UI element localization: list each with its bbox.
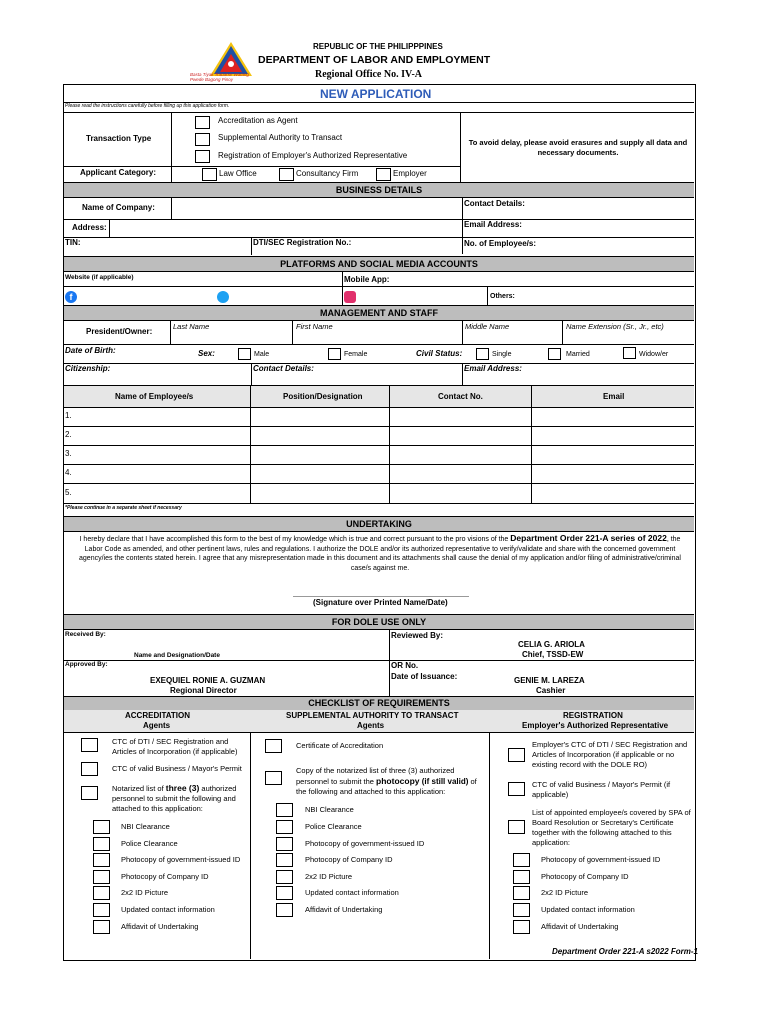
republic-label: REPUBLIC OF THE PHILIPPPINES <box>313 42 443 51</box>
checkbox-req[interactable] <box>93 903 110 917</box>
checkbox-req[interactable] <box>81 786 98 800</box>
undertaking-text: I hereby declare that I have accomplished this form to the best of my knowledge which is true and correct pursuant to the pro visions of the Department Order 221-A series of 2022, the Labor Code as amended, and other pertinent laws, rules and regulations. I authorize the DOLE and/or its authorized representative to verify/validate and share with the concerned government agency/ies the contents stated herein. I agree that any misrepresentation made in this document and its attachments shall cause the denial of my application and/or filing of administrative/criminal case/s against me. <box>79 533 681 572</box>
or-number-label: OR No. <box>391 661 419 670</box>
mgmt-contact-label: Contact Details: <box>253 364 314 373</box>
president-label: President/Owner: <box>86 327 153 336</box>
department-title: DEPARTMENT OF LABOR AND EMPLOYMENT <box>258 54 491 66</box>
checkbox-widow[interactable] <box>623 347 636 359</box>
approved-by-label: Approved By: <box>65 661 108 668</box>
logo-motto: Basta Tiyak Trabaho! Walang Pwede Bagong Pinoy <box>190 72 249 82</box>
email-label: Email Address: <box>464 220 522 229</box>
checkbox-female[interactable] <box>328 348 341 360</box>
issuance-date-label: Date of Issuance: <box>391 672 458 681</box>
checkbox-req[interactable] <box>93 820 110 834</box>
widow-label: Widow/er <box>639 351 669 358</box>
checkbox-req[interactable] <box>276 853 293 867</box>
checkbox-employer[interactable] <box>376 168 391 181</box>
sex-label: Sex: <box>198 349 215 358</box>
website-label: Website (if applicable) <box>65 274 134 281</box>
name-designation-label: Name and Designation/Date <box>134 652 220 659</box>
table-row: 3. <box>65 449 72 458</box>
req-item: Copy of the notarized list of three (3) authorized personnel to submit the photocopy (if still valid) of the following and attached to this application: <box>296 766 477 796</box>
received-by-label: Received By: <box>65 631 106 638</box>
col-registration-sub: Employer's Authorized Representative <box>522 721 669 730</box>
twitter-icon <box>217 291 229 303</box>
checkbox-req[interactable] <box>276 820 293 834</box>
col-registration-title: REGISTRATION <box>563 711 623 720</box>
checkbox-req[interactable] <box>508 748 525 762</box>
req-sub-item: NBI Clearance <box>305 805 354 814</box>
employees-count-label: No. of Employee/s: <box>464 239 537 248</box>
req-sub-item: 2x2 ID Picture <box>305 872 353 881</box>
checkbox-registration[interactable] <box>195 150 210 163</box>
option-consultancy: Consultancy Firm <box>296 169 359 178</box>
form-footer: Department Order 221-A s2022 Form-1 <box>552 947 698 956</box>
checkbox-req[interactable] <box>513 870 530 884</box>
female-label: Female <box>344 351 368 358</box>
checkbox-accreditation[interactable] <box>195 116 210 129</box>
checkbox-req[interactable] <box>508 782 525 796</box>
req-sub-item: Updated contact information <box>541 905 635 914</box>
citizenship-label: Citizenship: <box>65 364 111 373</box>
req-item: CTC of DTI / SEC Registration and Articles of Incorporation (if applicable) <box>112 737 238 756</box>
req-sub-item: Affidavit of Undertaking <box>541 922 619 931</box>
reviewer-title: Chief, TSSD-EW <box>522 650 584 659</box>
checkbox-req[interactable] <box>513 853 530 867</box>
checkbox-req[interactable] <box>513 903 530 917</box>
req-sub-item: Photocopy of Company ID <box>305 855 393 864</box>
transaction-type-label: Transaction Type <box>86 134 152 143</box>
checkbox-req[interactable] <box>81 738 98 752</box>
table-row: 1. <box>65 411 72 420</box>
checkbox-req[interactable] <box>93 886 110 900</box>
table-row: 2. <box>65 430 72 439</box>
col-supplemental-title: SUPPLEMENTAL AUTHORITY TO TRANSACT <box>286 711 459 720</box>
table-row: 5. <box>65 488 72 497</box>
checkbox-req[interactable] <box>508 820 525 834</box>
checkbox-req[interactable] <box>81 762 98 776</box>
req-sub-item: Updated contact information <box>305 888 399 897</box>
req-sub-item: Affidavit of Undertaking <box>305 905 383 914</box>
continue-note: *Please continue in a separate sheet if necessary <box>65 505 182 511</box>
col-accreditation-sub: Agents <box>143 721 171 730</box>
signature-label: (Signature over Printed Name/Date) <box>313 598 448 607</box>
checkbox-male[interactable] <box>238 348 251 360</box>
checkbox-req[interactable] <box>265 771 282 785</box>
checkbox-supplemental[interactable] <box>195 133 210 146</box>
req-item: Notarized list of three (3) authorized personnel to submit the following and attached to this application: <box>112 783 237 813</box>
option-accreditation: Accreditation as Agent <box>218 116 298 125</box>
checkbox-req[interactable] <box>93 870 110 884</box>
male-label: Male <box>254 351 270 358</box>
checklist-heading: CHECKLIST OF REQUIREMENTS <box>64 696 694 711</box>
checkbox-consultancy[interactable] <box>279 168 294 181</box>
req-sub-item: Police Clearance <box>121 839 178 848</box>
col-email: Email <box>603 392 625 401</box>
option-registration: Registration of Employer's Authorized Representative <box>218 151 408 160</box>
checkbox-req[interactable] <box>513 886 530 900</box>
req-sub-item: Photocopy of government-issued ID <box>121 855 241 864</box>
reviewer-name: CELIA G. ARIOLA <box>518 640 585 649</box>
req-sub-item: Photocopy of Company ID <box>541 872 629 881</box>
checkbox-req[interactable] <box>93 837 110 851</box>
req-item: CTC of valid Business / Mayor's Permit <box>112 764 242 773</box>
business-details-heading: BUSINESS DETAILS <box>64 182 694 198</box>
platforms-heading: PLATFORMS AND SOCIAL MEDIA ACCOUNTS <box>64 256 694 272</box>
checkbox-req[interactable] <box>276 903 293 917</box>
reviewed-by-label: Reviewed By: <box>391 631 444 640</box>
col-contact: Contact No. <box>438 392 483 401</box>
option-employer: Employer <box>393 169 427 178</box>
option-law-office: Law Office <box>219 169 257 178</box>
req-sub-item: 2x2 ID Picture <box>541 888 589 897</box>
req-sub-item: Photocopy of government-issued ID <box>541 855 661 864</box>
address-label: Address: <box>72 223 107 232</box>
form-title: NEW APPLICATION <box>320 87 432 101</box>
col-employee-name: Name of Employee/s <box>115 392 194 401</box>
checkbox-req[interactable] <box>276 886 293 900</box>
checkbox-req[interactable] <box>93 853 110 867</box>
company-label: Name of Company: <box>82 203 155 212</box>
delay-note: To avoid delay, please avoid erasures and supply all data and necessary documents. <box>468 138 688 157</box>
cashier-title: Cashier <box>536 686 566 695</box>
last-name-label: Last Name <box>173 322 210 331</box>
req-item: CTC of valid Business / Mayor's Permit (if applicable) <box>532 780 671 799</box>
checkbox-single[interactable] <box>476 348 489 360</box>
instagram-icon <box>344 291 356 303</box>
management-heading: MANAGEMENT AND STAFF <box>64 305 694 321</box>
req-sub-item: Photocopy of government-issued ID <box>305 839 425 848</box>
mobile-app-label: Mobile App: <box>344 275 390 284</box>
table-row: 4. <box>65 468 72 477</box>
req-sub-item: Photocopy of Company ID <box>121 872 209 881</box>
facebook-icon: f <box>65 291 77 303</box>
checkbox-req[interactable] <box>265 739 282 753</box>
civil-status-label: Civil Status: <box>416 349 463 358</box>
req-item: Employer's CTC of DTI / SEC Registration and Articles of Incorporation (if applicable or no existing record with the DOLE RO) <box>532 740 688 769</box>
first-name-label: First Name <box>296 322 333 331</box>
checkbox-req[interactable] <box>276 803 293 817</box>
dole-use-heading: FOR DOLE USE ONLY <box>64 614 694 630</box>
checkbox-req[interactable] <box>513 920 530 934</box>
tin-label: TIN: <box>65 238 81 247</box>
others-label: Others: <box>490 293 515 300</box>
regional-office: Regional Office No. IV-A <box>315 69 423 80</box>
undertaking-heading: UNDERTAKING <box>64 516 694 532</box>
middle-name-label: Middle Name <box>465 322 510 331</box>
instructions-note: Please read the instructions carefully before filling up this application form. <box>65 103 230 109</box>
req-item: List of appointed employee/s covered by SPA of Board Resolution or Secretary's Certificate together with the following attached to this application: <box>532 808 691 847</box>
req-sub-item: NBI Clearance <box>121 822 170 831</box>
req-sub-item: 2x2 ID Picture <box>121 888 169 897</box>
cashier-name: GENIE M. LAREZA <box>514 676 585 685</box>
department-order-ref: Department Order 221-A series of 2022 <box>510 533 667 543</box>
dob-label: Date of Birth: <box>65 346 116 355</box>
col-supplemental-sub: Agents <box>357 721 385 730</box>
checkbox-married[interactable] <box>548 348 561 360</box>
option-supplemental: Supplemental Authority to Transact <box>218 133 343 142</box>
checkbox-law-office[interactable] <box>202 168 217 181</box>
req-item: Certificate of Accreditation <box>296 741 384 750</box>
single-label: Single <box>492 351 512 358</box>
mgmt-email-label: Email Address: <box>464 364 522 373</box>
married-label: Married <box>566 351 590 358</box>
checkbox-req[interactable] <box>276 837 293 851</box>
name-extension-label: Name Extension (Sr., Jr., etc) <box>566 322 664 331</box>
checkbox-req[interactable] <box>276 870 293 884</box>
contact-details-label: Contact Details: <box>464 199 525 208</box>
req-sub-item: Updated contact information <box>121 905 215 914</box>
applicant-category-label: Applicant Category: <box>80 168 157 177</box>
req-sub-item: Affidavit of Undertaking <box>121 922 199 931</box>
col-position: Position/Designation <box>283 392 363 401</box>
approver-name: EXEQUIEL RONIE A. GUZMAN <box>150 676 266 685</box>
col-accreditation-title: ACCREDITATION <box>125 711 191 720</box>
checkbox-req[interactable] <box>93 920 110 934</box>
req-sub-item: Police Clearance <box>305 822 362 831</box>
approver-title: Regional Director <box>170 686 237 695</box>
dti-label: DTI/SEC Registration No.: <box>253 238 352 247</box>
